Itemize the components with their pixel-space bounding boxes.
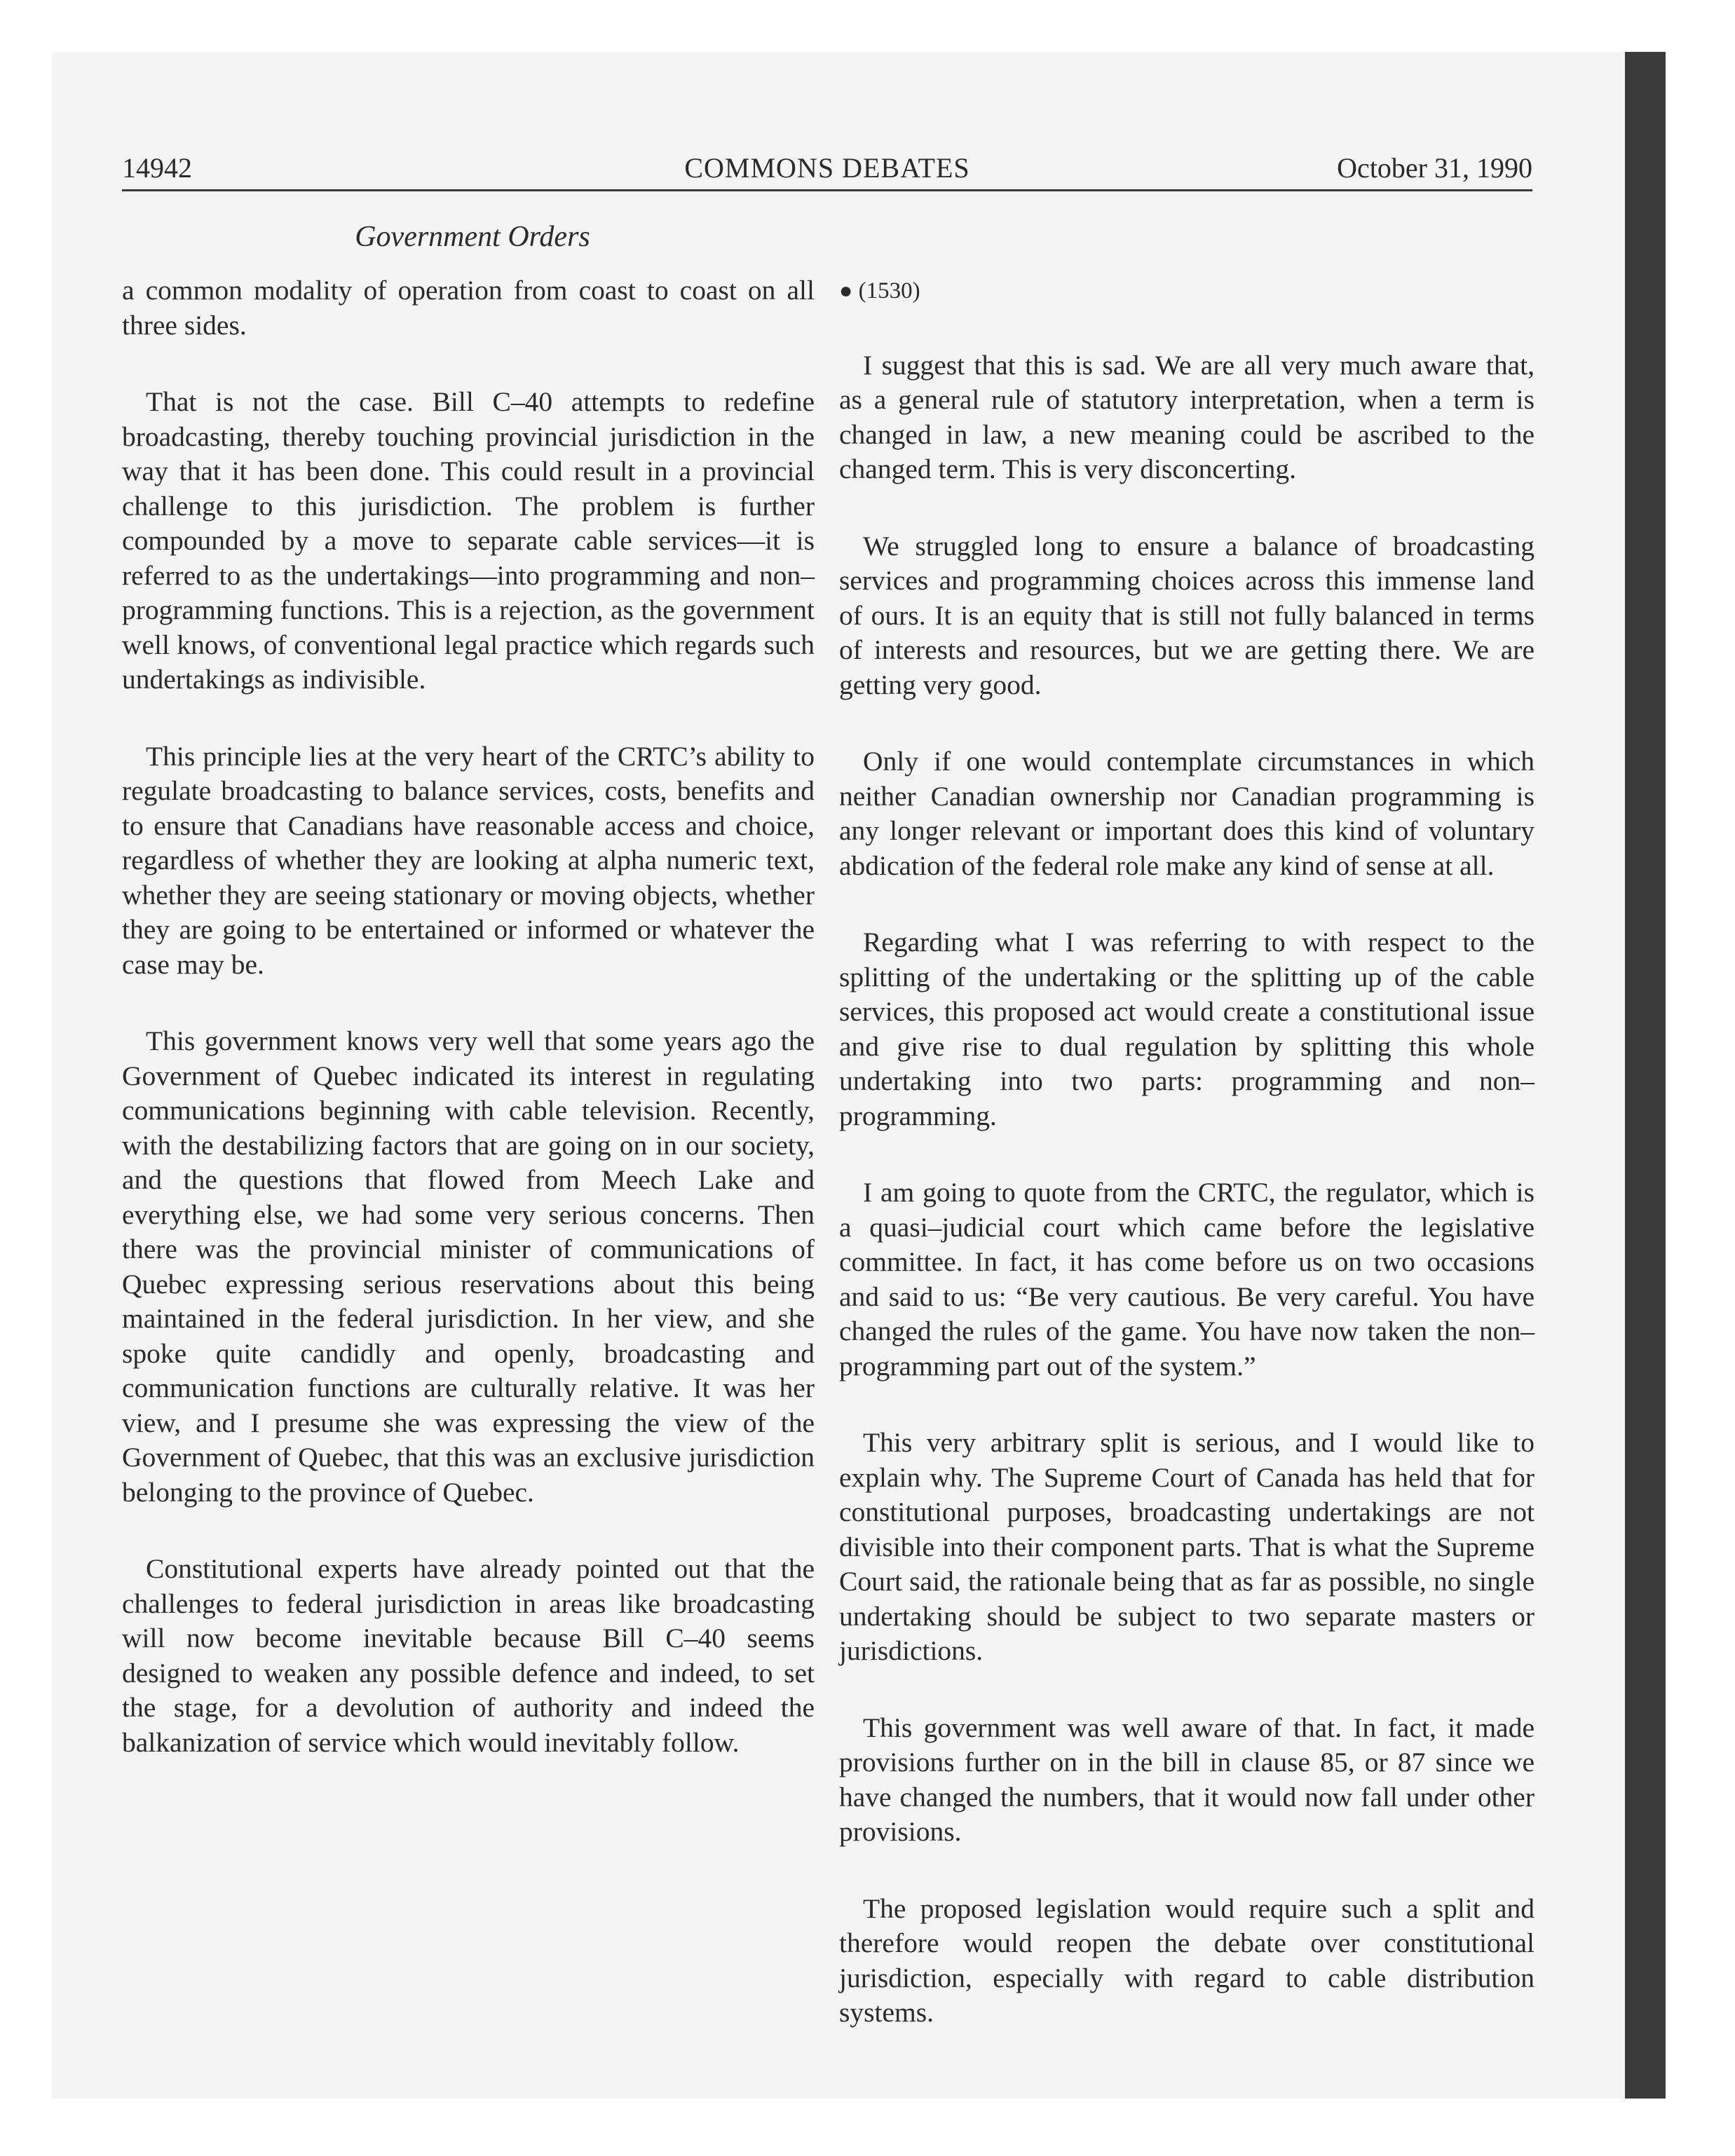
- paragraph: That is not the case. Bill C–40 attempts to redefine broadcasting, thereby touching provincial jurisdiction in the way that it has been done. This could result in a provincial challenge to this jurisdiction. The problem is further compounded by a move to separate cable services—it is referred to as the undertakings—into programming and non–programming functions. This is a rejection, as the government well knows, of conventional legal practice which regards such undertakings as indivisible.: [122, 386, 815, 695]
- publication-title: COMMONS DEBATES: [684, 152, 970, 184]
- paragraph: This government knows very well that some years ago the Government of Quebec indicated its interest in regulating communications beginning with cable television. Recently, with the destabilizing factors that are going on in our society, and the questions that flowed from Meech Lake and everything else, we had some very serious concerns. Then there was the provincial minister of communications of Quebec expressing serious reservations about this being maintained in the federal jurisdiction. In her view, and she spoke quite candidly and openly, broadcasting and communication functions are culturally relative. It was her view, and I presume she was expressing the view of the Government of Quebec, that this was an exclusive jurisdiction belonging to the province of Quebec.: [122, 1025, 815, 1508]
- paragraph: I am going to quote from the CRTC, the regulator, which is a quasi–judicial court which came before the legislative committee. In fact, it has come before us on two occasions and said to us: “Be very cautious. Be very careful. You have changed the rules of the game. You have now taken the non–programming part out of the system.”: [839, 1177, 1535, 1381]
- publication-date: October 31, 1990: [1337, 152, 1532, 184]
- paragraph: We struggled long to ensure a balance of broadcasting services and programming choices across this immense land of ours. It is an equity that is still not fully balanced in terms of interests and resources, but we are getting there. We are getting very good.: [839, 530, 1535, 700]
- left-column: [122, 273, 815, 1802]
- paragraph: This principle lies at the very heart of the CRTC’s ability to regulate broadcasting to balance services, costs, benefits and to ensure that Canadians have reasonable access and choice, regardless of whether they are looking at alpha numeric text, whether they are seeing stationary or moving objects, whether they are going to be entertained or informed or whatever the case may be.: [122, 740, 815, 980]
- paragraph: Regarding what I was referring to with respect to the splitting of the undertaking or the splitting up of the cable services, this proposed act would create a constitutional issue and give rise to dual regulation by splitting this whole undertaking into two parts: programming and non–programming.: [839, 927, 1535, 1131]
- paragraph: This very arbitrary split is serious, and I would like to explain why. The Supreme Court of Canada has held that for constitutional purposes, broadcasting undertakings are not divisible into their component parts. That is what the Supreme Court said, the rationale being that as far as possible, no single undertaking should be subject to two separate masters or jurisdictions.: [839, 1427, 1535, 1666]
- bullet-icon: ●: [839, 278, 853, 303]
- paragraph: a common modality of operation from coast to coast on all three sides.: [122, 275, 815, 341]
- time-marker: [839, 273, 1535, 309]
- paragraph: Constitutional experts have already pointed out that the challenges to federal jurisdiction in areas like broadcasting will now become inevitable because Bill C–40 seems designed to weaken any possible defence and indeed, to set the stage, for a devolution of authority and indeed the balkanization of service which would inevitably follow.: [122, 1553, 815, 1758]
- section-label: Government Orders: [355, 221, 590, 253]
- paragraph: The proposed legislation would require such a split and therefore would reopen the debate over constitutional jurisdiction, especially with regard to cable distribution systems.: [839, 1892, 1535, 2028]
- paragraph: I suggest that this is sad. We are all very much aware that, as a general rule of statutory interpretation, when a term is changed in law, a new meaning could be ascribed to the changed term. This is very disconcerting.: [839, 349, 1535, 484]
- paragraph: Only if one would contemplate circumstances in which neither Canadian ownership nor Canadian programming is any longer relevant or important does this kind of voluntary abdication of the federal role make any kind of sense at all.: [839, 746, 1535, 881]
- page-number: 14942: [122, 152, 192, 184]
- page-binding-edge: [1625, 52, 1666, 2099]
- running-header: [122, 147, 1532, 191]
- paragraph: This government was well aware of that. In fact, it made provisions further on in the bill in clause 85, or 87 since we have changed the numbers, that it would now fall under other provisions.: [839, 1712, 1535, 1847]
- time-stamp: (1530): [858, 278, 920, 303]
- right-column: [839, 273, 1535, 2073]
